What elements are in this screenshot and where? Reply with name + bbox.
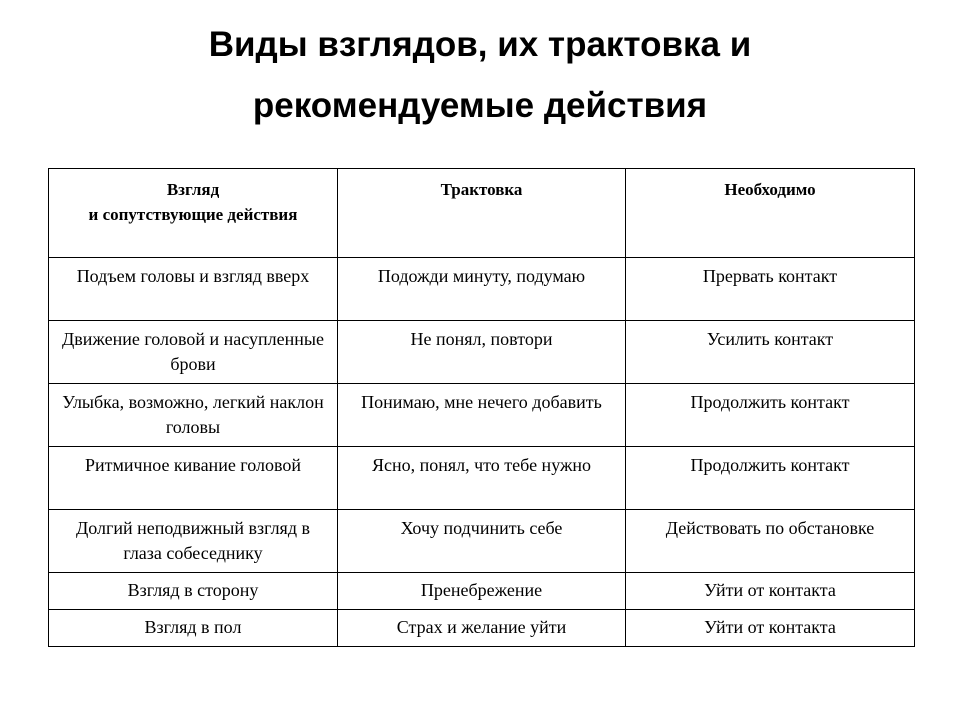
header-vzglyad — [49, 169, 338, 258]
cell-neobkhodimo: Продолжить контакт — [626, 384, 915, 447]
cell-traktovka: Понимаю, мне нечего добавить — [338, 384, 626, 447]
cell-traktovka: Пренебрежение — [338, 573, 626, 610]
cell-traktovka: Не понял, повтори — [338, 321, 626, 384]
cell-vzglyad: Взгляд в пол — [49, 610, 338, 647]
cell-vzglyad: Улыбка, возможно, легкий наклон головы — [49, 384, 338, 447]
cell-vzglyad: Долгий неподвижный взгляд в глаза собеседнику — [49, 510, 338, 573]
header-traktovka — [338, 169, 626, 258]
table-row — [49, 510, 915, 573]
header-neobkhodimo-label: Необходимо — [724, 180, 816, 199]
table-row — [49, 447, 915, 510]
header-vzglyad-line-2: и сопутствующие действия — [88, 205, 298, 224]
table-row — [49, 258, 915, 321]
cell-traktovka: Ясно, понял, что тебе нужно — [338, 447, 626, 510]
header-traktovka-label: Трактовка — [440, 180, 523, 199]
page-title-line-1: Виды взглядов, их трактовка и — [208, 25, 752, 64]
table-row — [49, 610, 915, 647]
cell-vzglyad: Взгляд в сторону — [49, 573, 338, 610]
cell-neobkhodimo: Уйти от контакта — [626, 610, 915, 647]
cell-traktovka: Страх и желание уйти — [338, 610, 626, 647]
cell-neobkhodimo: Действовать по обстановке — [626, 510, 915, 573]
cell-neobkhodimo: Прервать контакт — [626, 258, 915, 321]
cell-vzglyad: Ритмичное кивание головой — [49, 447, 338, 510]
page-title — [0, 14, 960, 136]
cell-traktovka: Подожди минуту, подумаю — [338, 258, 626, 321]
cell-neobkhodimo: Уйти от контакта — [626, 573, 915, 610]
page-title-line-2: рекомендуемые действия — [252, 86, 708, 125]
cell-neobkhodimo: Усилить контакт — [626, 321, 915, 384]
header-neobkhodimo — [626, 169, 915, 258]
table-row — [49, 321, 915, 384]
table-row — [49, 384, 915, 447]
cell-neobkhodimo: Продолжить контакт — [626, 447, 915, 510]
table-header-row — [49, 169, 915, 258]
gaze-interpretation-table — [48, 168, 915, 647]
table-row — [49, 573, 915, 610]
cell-vzglyad: Движение головой и насупленные брови — [49, 321, 338, 384]
cell-traktovka: Хочу подчинить себе — [338, 510, 626, 573]
cell-vzglyad: Подъем головы и взгляд вверх — [49, 258, 338, 321]
header-vzglyad-line-1: Взгляд — [166, 180, 220, 199]
